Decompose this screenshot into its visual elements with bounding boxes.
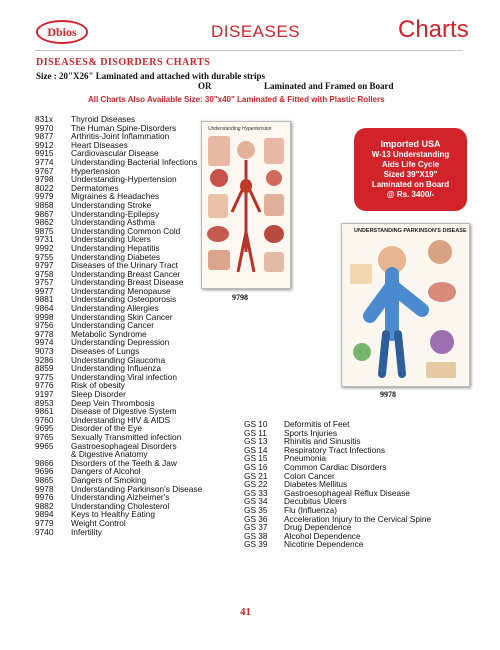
chart-name: Understanding Breast Disease — [71, 277, 184, 288]
chart-name: Thyroid Diseases — [71, 114, 136, 124]
chart-code: 9758 — [35, 268, 54, 279]
chart-name: The Human Spine-Disorders — [71, 122, 177, 133]
chart-name: Metabolic Syndrome — [71, 328, 147, 339]
chart-code: 9977 — [35, 285, 54, 296]
chart-name: Dangers of Smoking — [71, 474, 147, 485]
poster-title: Understanding Hypertension — [208, 126, 272, 132]
chart-code: 9882 — [35, 500, 54, 511]
chart-code: GS 21 — [244, 470, 268, 481]
chart-name: Understanding Common Cold — [71, 225, 181, 236]
chart-list-item — [244, 497, 431, 506]
chart-name: Colon Cancer — [284, 470, 335, 481]
chart-name: Understanding Menopause — [71, 285, 171, 296]
chart-name: Understanding Cancer — [71, 320, 155, 331]
poster-illustration — [202, 122, 290, 288]
chart-name: Heart Diseases — [71, 139, 128, 150]
chart-code: 9760 — [35, 414, 54, 425]
chart-code: GS 38 — [244, 530, 268, 541]
chart-code: GS 11 — [244, 427, 267, 438]
or-text: OR — [198, 81, 212, 91]
chart-list-item — [244, 463, 431, 472]
chart-list-item — [244, 420, 431, 429]
chart-list-item — [244, 540, 431, 549]
chart-name: Understanding Breast Cancer — [71, 268, 181, 279]
chart-name: Understanding Bacterial Infections — [71, 156, 198, 167]
chart-code: 9862 — [35, 217, 54, 228]
chart-name: Understanding Influenza — [71, 363, 161, 374]
promo-line: Imported USA — [380, 139, 441, 149]
chart-name: Understanding Skin Cancer — [71, 311, 173, 322]
chart-name: Sexually Transmitted infection — [71, 431, 182, 442]
chart-code: 9797 — [35, 260, 54, 271]
chart-name: Understanding Stroke — [71, 199, 152, 210]
chart-code: 9286 — [35, 354, 54, 365]
chart-name: Risk of obesity — [71, 380, 125, 391]
chart-code: 9755 — [35, 251, 54, 262]
chart-name: Deep Vein Thrombosis — [71, 397, 155, 408]
chart-code: GS 13 — [244, 436, 268, 447]
promo-line: @ Rs. 3400/- — [386, 190, 435, 199]
chart-code: 9915 — [35, 148, 54, 159]
chart-name: Rhinitis and Sinusitis — [284, 436, 361, 447]
chart-code: GS 36 — [244, 513, 268, 524]
chart-name: Alcohol Dependence — [284, 530, 361, 541]
chart-code: 8859 — [35, 363, 54, 374]
chart-code: 9970 — [35, 122, 54, 133]
chart-code: 9798 — [35, 174, 54, 185]
chart-name: Infertility — [71, 526, 102, 537]
chart-code: 9881 — [35, 294, 54, 305]
chart-name: Understanding Depression — [71, 337, 170, 348]
chart-name: Understanding Viral infection — [71, 371, 177, 382]
chart-name: Understanding Allergies — [71, 303, 159, 314]
chart-code: 9974 — [35, 337, 54, 348]
chart-code: GS 15 — [244, 453, 268, 464]
chart-name: Sleep Disorder — [71, 389, 126, 399]
header-divider — [35, 50, 463, 51]
chart-name: Understanding Diabetes — [71, 251, 161, 262]
chart-code: 9992 — [35, 242, 54, 253]
chart-list-item — [35, 175, 202, 184]
chart-name: Disorders of the Teeth & Jaw — [71, 457, 177, 468]
chart-code: 9695 — [35, 423, 54, 434]
chart-name: Keys to Healthy Eating — [71, 509, 155, 520]
chart-code: 9740 — [35, 526, 54, 537]
chart-name: Understanding Alzheimer's — [71, 492, 170, 503]
availability-note: All Charts Also Available Size: 30"x40" Laminated & Fitted with Plastic Rollers — [88, 95, 385, 104]
chart-code: 9197 — [35, 389, 54, 399]
chart-name: Understanding Cholesterol — [71, 500, 170, 511]
chart-code: 9731 — [35, 234, 54, 245]
chart-name: Disease of Digestive System — [71, 406, 177, 417]
chart-name: Pneumonia — [284, 453, 326, 464]
chart-name: Disorder of the Eye — [71, 423, 143, 434]
chart-code: 9912 — [35, 139, 54, 150]
promo-line: Sized 39"X19" — [383, 170, 438, 179]
chart-code: 9774 — [35, 156, 54, 167]
chart-list-item — [35, 528, 202, 537]
poster-caption-2: 9978 — [380, 390, 396, 399]
chart-code: 9894 — [35, 509, 54, 520]
chart-name: Flu (Influenza) — [284, 504, 338, 515]
chart-name: Dangers of Alcohol — [71, 466, 141, 477]
chart-code: 9868 — [35, 199, 54, 210]
chart-code: 9765 — [35, 431, 54, 442]
chart-code: 9875 — [35, 225, 54, 236]
chart-code: 9865 — [35, 474, 54, 485]
chart-code: 9979 — [35, 191, 54, 202]
section-title: DISEASES& DISORDERS CHARTS — [36, 57, 211, 68]
chart-name: Drug Dependence — [284, 522, 352, 533]
poster-illustration — [342, 224, 469, 386]
chart-name: Diseases of Lungs — [71, 346, 140, 357]
chart-code: 9696 — [35, 466, 54, 477]
chart-code: 9767 — [35, 165, 54, 176]
chart-name: Diseases of the Urinary Tract — [71, 260, 178, 271]
chart-list-left — [35, 115, 202, 536]
chart-code: 8022 — [35, 182, 54, 193]
chart-code: 9778 — [35, 328, 54, 339]
chart-name: Common Cardiac Disorders — [284, 461, 387, 472]
chart-name: Diabetes Mellitus — [284, 479, 348, 490]
laminated-framed-info: Laminated and Framed on Board — [264, 81, 394, 91]
poster-hypertension — [201, 121, 291, 289]
chart-name: Understanding Asthma — [71, 217, 155, 228]
chart-code: 9877 — [35, 131, 54, 142]
chart-code: 9757 — [35, 277, 54, 288]
chart-name: Decubitus Ulcers — [284, 496, 347, 507]
chart-name: Gastroesophageal Disorders — [71, 440, 177, 451]
poster-caption-1: 9798 — [232, 293, 248, 302]
chart-name: Understanding Parkinson's Disease — [71, 483, 203, 494]
chart-code: 9861 — [35, 406, 54, 417]
chart-name: Understanding Glaucoma — [71, 354, 166, 365]
page-title-charts: Charts — [398, 16, 469, 43]
chart-name: Deformitis of Feet — [284, 419, 350, 429]
chart-code: GS 10 — [244, 419, 268, 429]
chart-code: 9073 — [35, 346, 54, 357]
chart-name: Gastroesophageal Reflux Disease — [284, 487, 410, 498]
chart-name: Understanding HIV & AIDS — [71, 414, 171, 425]
chart-name: Hypertension — [71, 165, 120, 176]
chart-code: 831x — [35, 114, 53, 124]
poster-title: UNDERSTANDING PARKINSON'S DISEASE — [354, 228, 467, 234]
chart-name: Dermatomes — [71, 182, 119, 193]
chart-name: Weight Control — [71, 517, 126, 528]
chart-code: GS 34 — [244, 496, 268, 507]
chart-code: 9976 — [35, 492, 54, 503]
chart-name: Understanding Osteoporosis — [71, 294, 177, 305]
chart-code: 9779 — [35, 517, 54, 528]
chart-code: GS 39 — [244, 539, 268, 550]
chart-code: 9756 — [35, 320, 54, 331]
chart-code: GS 37 — [244, 522, 268, 533]
chart-list-item — [244, 446, 431, 455]
poster-parkinsons — [341, 223, 470, 387]
chart-code: 9965 — [35, 440, 54, 451]
chart-code: 9978 — [35, 483, 54, 494]
chart-name: Understanding Hepatitis — [71, 242, 160, 253]
page-number: 41 — [240, 606, 251, 618]
chart-name: Understanding Ulcers — [71, 234, 151, 245]
chart-name: Respiratory Tract Infections — [284, 444, 385, 455]
chart-name: Acceleration Injury to the Cervical Spine — [284, 513, 432, 524]
chart-code: 9776 — [35, 380, 54, 391]
chart-code: GS 16 — [244, 461, 268, 472]
brand-logo — [36, 20, 88, 44]
page-title-diseases: DISEASES — [211, 22, 301, 41]
promo-line: Aids Life Cycle — [381, 160, 440, 169]
chart-name: Cardiovascular Disease — [71, 148, 159, 159]
chart-name: Nicotine Dependence — [284, 539, 364, 550]
chart-list-right — [244, 420, 431, 549]
chart-name: Sports Injuries — [284, 427, 338, 438]
logo-text: Dbios — [47, 24, 77, 39]
chart-code: 9867 — [35, 208, 54, 219]
chart-name: Arthritis-Joint Inflammation — [71, 131, 170, 142]
promo-line: W-13 Understanding — [371, 150, 450, 159]
chart-code: 9864 — [35, 303, 54, 314]
imported-usa-promo-badge — [354, 128, 467, 211]
chart-list-item — [35, 519, 202, 528]
size-info: Size : 20"X26" Laminated and attached with durable strips — [36, 71, 266, 81]
chart-code: 9998 — [35, 311, 54, 322]
chart-name: Understanding-Hypertension — [71, 174, 177, 185]
chart-code: GS 33 — [244, 487, 268, 498]
promo-line: Laminated on Board — [371, 180, 450, 189]
chart-code: 9775 — [35, 371, 54, 382]
chart-code: GS 35 — [244, 504, 268, 515]
chart-code: 9866 — [35, 457, 54, 468]
chart-code: 8953 — [35, 397, 54, 408]
chart-name: Migraines & Headaches — [71, 191, 160, 202]
chart-code: GS 14 — [244, 444, 268, 455]
chart-name: & Digestive Anatomy — [71, 449, 148, 460]
chart-name: Understanding-Epilepsy — [71, 208, 160, 219]
chart-code: GS 22 — [244, 479, 268, 490]
